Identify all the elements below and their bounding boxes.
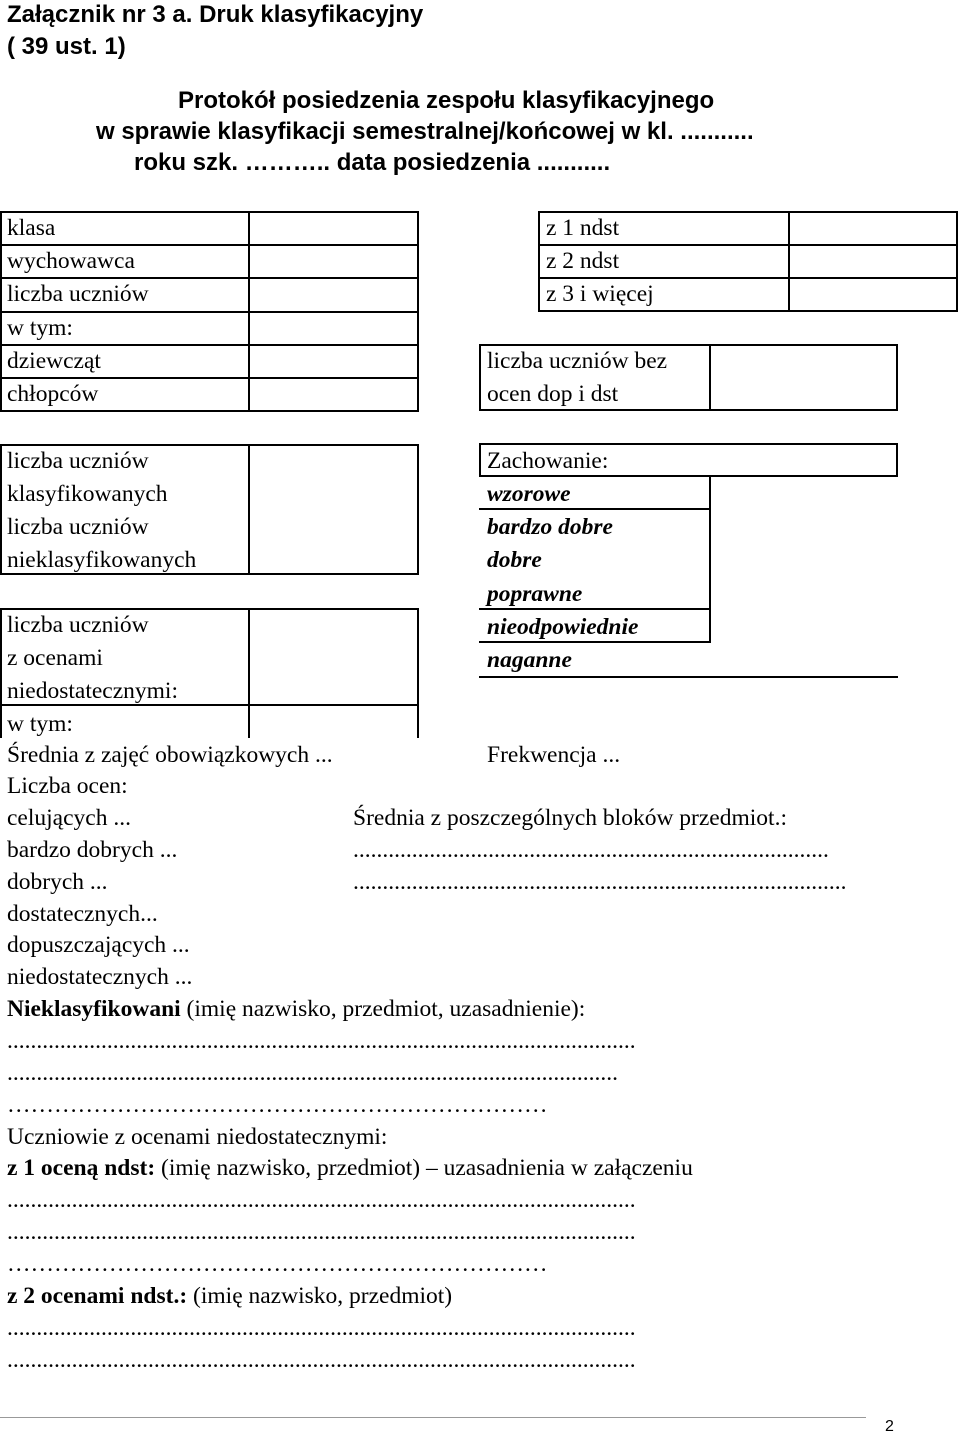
two-ndst-line-1[interactable]: ...........................................................................................................: [7, 1315, 636, 1341]
label-wychowawca: wychowawca: [7, 248, 135, 274]
table-bottom-line: [479, 676, 898, 678]
protocol-date-line: roku szk. ……….. data posiedzenia ...........: [134, 149, 611, 176]
one-ndst-bold: z 1 oceną ndst:: [7, 1155, 156, 1181]
label-bardzo-dobre: bardzo dobre: [487, 514, 613, 540]
label-klasyf-4: nieklasyfikowanych: [7, 547, 197, 573]
one-ndst-heading: [7, 1153, 693, 1183]
label-zachowanie: Zachowanie:: [487, 448, 609, 474]
label-bez-line1: liczba uczniów bez: [487, 348, 668, 374]
attachment-heading: Załącznik nr 3 a. Druk klasyfikacyjny: [7, 1, 424, 28]
label-niedost-4: w tym:: [7, 711, 73, 737]
field-bez-ocen[interactable]: [711, 346, 896, 409]
label-w-tym: w tym:: [7, 315, 73, 341]
srednia-blokow: Średnia z poszczególnych bloków przedmiot.:: [353, 805, 787, 831]
two-ndst-rest: (imię nazwisko, przedmiot): [187, 1283, 453, 1309]
bardzo-dobrych: bardzo dobrych ...: [7, 837, 178, 863]
one-ndst-line-2[interactable]: ...........................................................................................................: [7, 1219, 636, 1245]
field-dziewczat[interactable]: [250, 346, 417, 377]
frekwencja: Frekwencja ...: [487, 742, 621, 768]
label-bez-line2: ocen dop i dst: [487, 381, 619, 407]
field-z1-ndst[interactable]: [790, 213, 956, 244]
label-poprawne: poprawne: [487, 581, 583, 607]
label-niedost-1: liczba uczniów: [7, 612, 149, 638]
nieklasyfikowani-bold: Nieklasyfikowani: [7, 996, 181, 1022]
field-poprawne[interactable]: [711, 576, 898, 607]
dopuszczajacych: dopuszczających ...: [7, 932, 190, 958]
uczniowie-ndst-heading: Uczniowie z ocenami niedostatecznymi:: [7, 1124, 388, 1150]
field-liczba-uczniow[interactable]: [250, 279, 417, 311]
celujacych: celujących ...: [7, 805, 131, 831]
protocol-subtitle: w sprawie klasyfikacji semestralnej/końcowej w kl. ...........: [96, 118, 754, 145]
nieklasyfikowani-line-1[interactable]: ...........................................................................................................: [7, 1028, 636, 1054]
protocol-title: Protokół posiedzenia zespołu klasyfikacyjnego: [178, 87, 715, 114]
field-z3-ndst[interactable]: [790, 279, 956, 310]
table-row-line: [479, 475, 711, 477]
nieklasyfikowani-rest: (imię nazwisko, przedmiot, uzasadnienie):: [180, 996, 586, 1022]
srednia-obowiazkowe: Średnia z zajęć obowiązkowych ...: [7, 742, 333, 768]
field-wzorowe[interactable]: [711, 477, 898, 508]
paragraph-reference: ( 39 ust. 1): [7, 33, 126, 60]
label-klasyf-1: liczba uczniów: [7, 448, 149, 474]
label-nieodpowiednie: nieodpowiednie: [487, 614, 639, 640]
field-klasyfikowanych[interactable]: [250, 446, 417, 510]
one-ndst-rest: (imię nazwisko, przedmiot) – uzasadnienia w załączeniu: [155, 1155, 693, 1181]
liczba-ocen-label: Liczba ocen:: [7, 773, 128, 799]
nieklasyfikowani-line-2[interactable]: ........................................................................................................: [7, 1060, 618, 1086]
field-naganne[interactable]: [711, 643, 898, 675]
label-niedost-3: niedostatecznymi:: [7, 678, 178, 704]
label-wzorowe: wzorowe: [487, 481, 571, 507]
table-row-line: [0, 704, 419, 706]
label-liczba-uczniow: liczba uczniów: [7, 281, 149, 307]
table-row-line: [479, 641, 711, 643]
zachowanie-header-cell: [479, 443, 898, 477]
field-klasa[interactable]: [250, 213, 417, 244]
field-z2-ndst[interactable]: [790, 246, 956, 277]
table-row-line: [479, 508, 711, 510]
page-number: 2: [885, 1418, 894, 1435]
label-klasyf-3: liczba uczniów: [7, 514, 149, 540]
field-chlopcow[interactable]: [250, 379, 417, 410]
table-row-line: [0, 311, 419, 313]
two-ndst-line-2[interactable]: ...........................................................................................................: [7, 1347, 636, 1373]
field-niedostatecznymi[interactable]: [250, 610, 417, 704]
field-nieklasyfikowanych[interactable]: [250, 511, 417, 573]
field-dobre[interactable]: [711, 543, 898, 574]
label-dobre: dobre: [487, 547, 542, 573]
niedostatecznych: niedostatecznych ...: [7, 964, 193, 990]
nieklasyfikowani-heading: [7, 994, 585, 1024]
label-z2-ndst: z 2 ndst: [546, 248, 620, 274]
footer-rule: [0, 1417, 866, 1418]
one-ndst-line-1[interactable]: ...........................................................................................................: [7, 1187, 636, 1213]
label-z3-ndst: z 3 i więcej: [546, 281, 654, 307]
dots-line-a: .................................................................................: [353, 837, 829, 863]
field-nieodpowiednie[interactable]: [711, 610, 898, 641]
label-z1-ndst: z 1 ndst: [546, 215, 620, 241]
label-klasa: klasa: [7, 215, 56, 241]
label-chlopcow: chłopców: [7, 381, 99, 407]
table-left-line: [0, 608, 2, 738]
label-niedost-2: z ocenami: [7, 645, 103, 671]
label-dziewczat: dziewcząt: [7, 348, 101, 374]
field-bardzo-dobre[interactable]: [711, 510, 898, 541]
nieklasyfikowani-line-3[interactable]: ……………………………………………………………: [7, 1092, 548, 1118]
label-naganne: naganne: [487, 647, 572, 673]
field-wychowawca[interactable]: [250, 246, 417, 277]
one-ndst-line-3[interactable]: ……………………………………………………………: [7, 1251, 548, 1277]
two-ndst-bold: z 2 ocenami ndst.:: [7, 1283, 188, 1309]
label-klasyf-2: klasyfikowanych: [7, 481, 168, 507]
dostatecznych: dostatecznych...: [7, 901, 158, 927]
table-row-line: [479, 608, 711, 610]
dobrych: dobrych ...: [7, 869, 108, 895]
table-right-line: [417, 608, 419, 738]
dots-line-b: ....................................................................................: [353, 869, 847, 895]
two-ndst-heading: [7, 1281, 452, 1311]
